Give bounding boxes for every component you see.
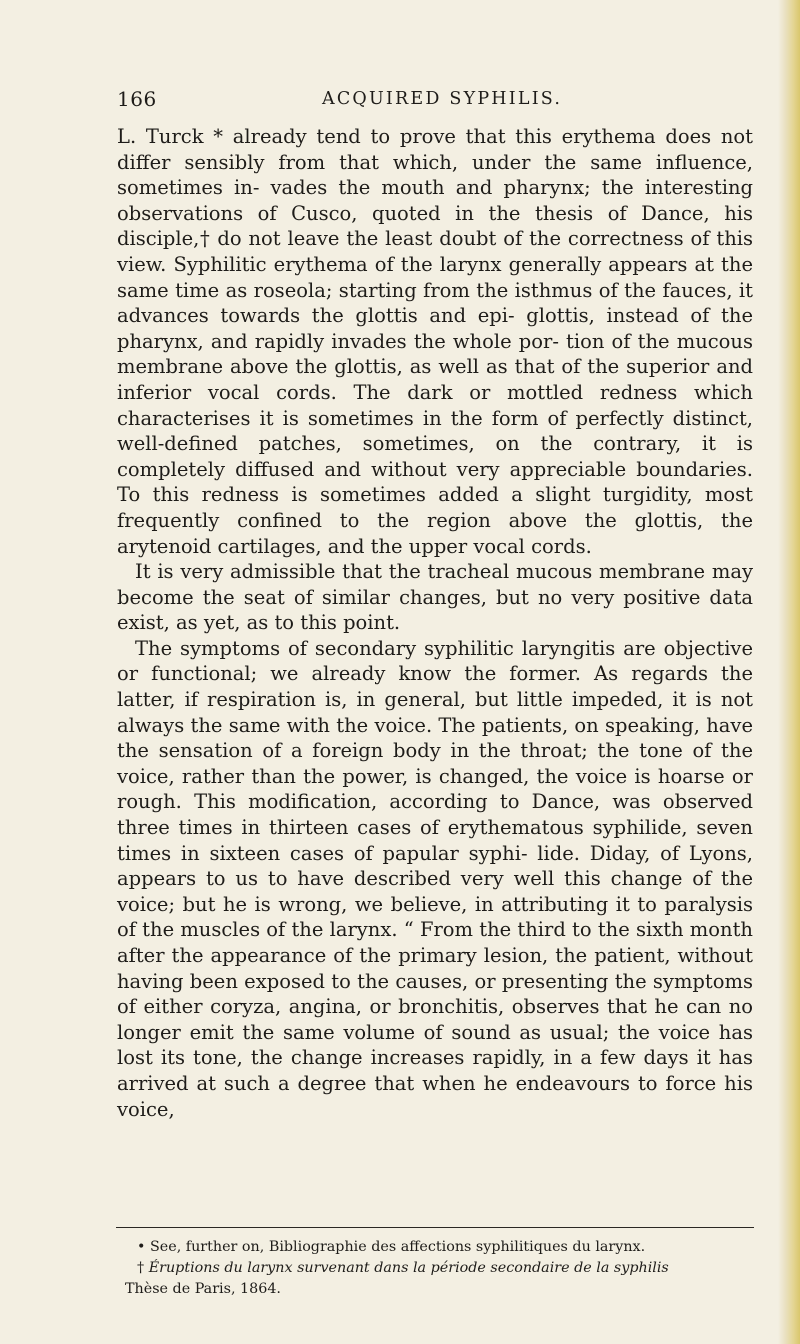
footnote-2-continuation: Thèse de Paris, 1864. (125, 1281, 281, 1297)
footnote-2-title: Éruptions du larynx survenant dans la période secondaire de la syphilis (148, 1260, 669, 1276)
footnote-rule (116, 1227, 754, 1228)
paragraph: It is very admissible that the tracheal mucous membrane may become the seat of similar changes, but no very positive data exist, as yet, as to this point. (117, 560, 753, 635)
footnote-2 (137, 1258, 757, 1279)
page-number: 166 (117, 87, 157, 111)
paragraph: L. Turck * already tend to prove that this erythema does not differ sensibly from that which, under the same influence, sometimes in- vades the mouth and pharynx; the interesting observations of Cusco, quoted in the thesis of Dance, his disciple,† do not leave the least doubt of the correctness of this view. Syphilitic erythema of the larynx generally appears at the same time as roseola; starting from the isthmus of the fauces, it advances towards the glottis and epi- glottis, instead of the pharynx, and rapidly invades the whole por- tion of the mucous membrane above the glottis, as well as that of the superior and inferior vocal cords. The dark or mottled redness which characterises it is sometimes in the form of perfectly distinct, well-defined patches, sometimes, on the contrary, it is completely diffused and without very appreciable boundaries. To this redness is sometimes added a slight turgidity, most frequently confined to the region above the glottis, the arytenoid cartilages, and the upper vocal cords. (117, 125, 753, 558)
footnotes (125, 1237, 757, 1300)
running-head: ACQUIRED SYPHILIS. (322, 89, 563, 109)
page-edge (778, 0, 800, 1344)
footnote-2-mark: † (137, 1260, 149, 1276)
page-header (0, 86, 800, 112)
paragraph: The symptoms of secondary syphilitic laryngitis are objective or functional; we already know the former. As regards the latter, if respiration is, in general, but little impeded, it is not always the same with the voice. The patients, on speaking, have the sensation of a foreign body in the throat; the tone of the voice, rather than the power, is changed, the voice is hoarse or rough. This modification, according to Dance, was observed three times in thirteen cases of erythematous syphilide, seven times in sixteen cases of papular syphi- lide. Diday, of Lyons, appears to us to have described very well this change of the voice; but he is wrong, we believe, in attributing it to paralysis of the muscles of the larynx. “ From the third to the sixth month after the appearance of the primary lesion, the patient, without having been exposed to the causes, or presenting the symptoms of either coryza, angina, or bronchitis, observes that he can no longer emit the same volume of sound as usual; the voice has lost its tone, the change increases rapidly, in a few days it has arrived at such a degree that when he endeavours to force his voice, (117, 636, 753, 1121)
body-text (117, 124, 753, 1122)
footnote-1: • See, further on, Bibliographie des affections syphilitiques du larynx. (137, 1239, 646, 1255)
